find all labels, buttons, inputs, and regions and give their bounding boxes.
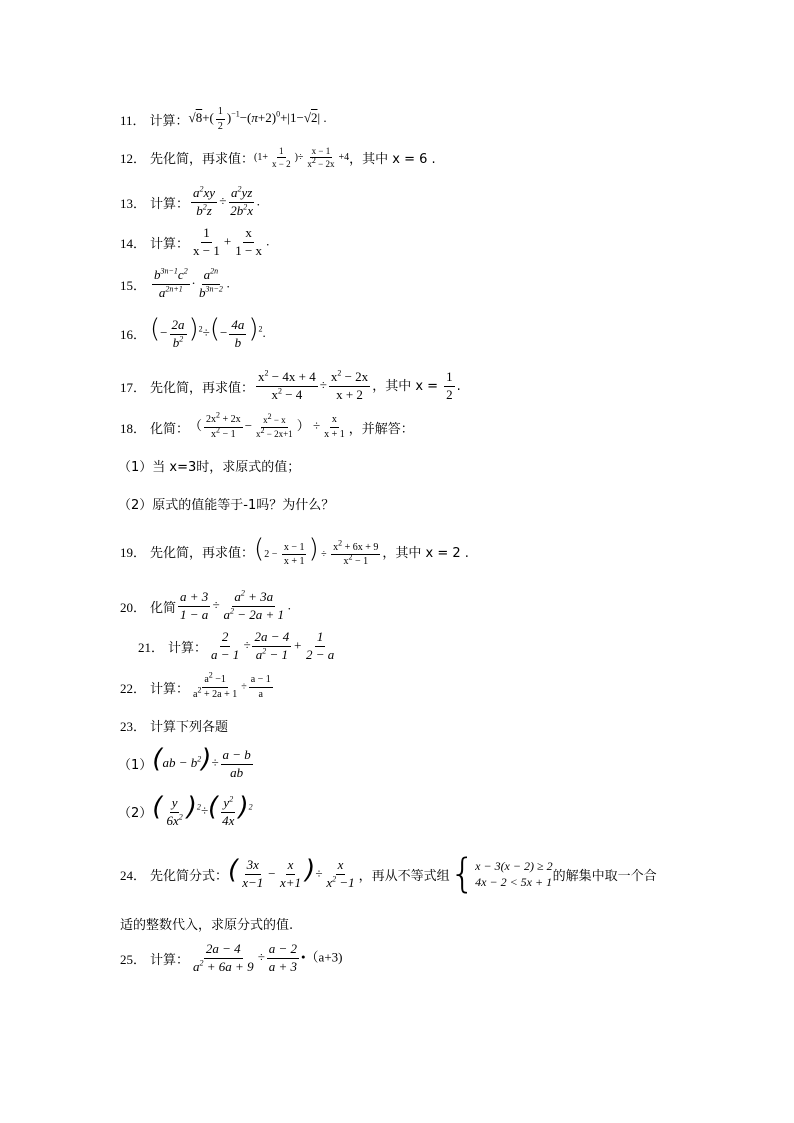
problem-tail: ，其中 x = $\frac{1}{2}$ . (372, 369, 461, 402)
problem-19 (120, 536, 469, 568)
problem-24 (120, 851, 657, 897)
q18-part-1: （1）当 x=3时，求原式的值； (118, 460, 301, 475)
problem-14 (120, 226, 269, 259)
problem-number: 11． (120, 112, 146, 128)
part-label: （1） (118, 757, 153, 773)
problem-number: 13． (120, 195, 147, 211)
problem-23 (120, 716, 228, 735)
problem-number: 23． (120, 719, 147, 734)
problem-label: 化简 (150, 600, 177, 616)
q23-part-2 (118, 794, 253, 828)
expression: (2 − $\frac{x - 1}{x + 1}$ ) ÷ $\frac{x^2 + 6x + 9}{x^2 - 1}$ (254, 534, 379, 568)
problem-number: 19． (120, 545, 147, 561)
part-label: （2） (118, 805, 153, 821)
problem-tail: ，其中 x = 2 . (382, 546, 469, 562)
expression: $\frac{a^2 -1}{a^2 + 2a + 1}$ ÷ $\frac{a - 1}{a}$ (193, 670, 271, 700)
problem-label: 计算下列各题 (150, 720, 229, 735)
problem-label: 先化简，再求值： (150, 152, 255, 168)
problem-20 (120, 590, 291, 623)
problem-label: 化简： (150, 421, 190, 437)
problem-label: 计算： (150, 196, 190, 212)
problem-label: 先化简，再求值： (150, 380, 255, 396)
problem-label: 计算： (150, 681, 190, 697)
q23-part-1 (118, 746, 255, 780)
problem-25 (120, 942, 342, 975)
problem-number: 25． (120, 951, 147, 967)
problem-label: 计算： (149, 113, 189, 129)
problem-24-continued: 适的整数代入，求原分式的值. (120, 918, 294, 933)
expression: ( $\frac{y}{6x^2}$ )$^2$÷( $\frac{y^2}{4x}$ )$^2$ (152, 792, 253, 828)
problem-label: 计算： (168, 640, 208, 656)
expression: (1+ $\frac{1}{x - 2}$ )÷ $\frac{x - 1}{x^2 - 2x}$ +4 (254, 146, 350, 170)
problem-17 (120, 370, 461, 403)
problem-number: 15． (120, 277, 147, 293)
problem-label: 计算： (150, 952, 190, 968)
problem-number: 21． (138, 639, 165, 655)
expression: $\frac{1}{x - 1}$ + $\frac{x}{1 - x}$ . (193, 225, 270, 258)
problem-tail: ，其中 x = 6 . (349, 152, 436, 168)
q18-part-2: （2）原式的值能等于-1吗？为什么？ (118, 498, 335, 513)
problem-number: 24． (120, 867, 147, 883)
problem-number: 20． (120, 599, 147, 615)
problem-number: 18． (120, 420, 147, 436)
problem-label: 先化简，再求值： (150, 546, 255, 562)
inequality-1: x − 3(x − 2) ≥ 2 (475, 858, 553, 873)
problem-15 (120, 268, 230, 301)
problem-21 (138, 630, 338, 663)
expression: $\frac{2a - 4}{a^2 + 6a + 9}$ ÷ $\frac{a - 2}{a + 3}$ •（a+3) (193, 941, 343, 974)
expression: √8+( $\frac{1}{2}$ )$^{-1}-(\pi+2)^0+|1-√2|$ . (188, 106, 327, 132)
problem-12 (120, 146, 436, 170)
expression: $\frac{a^2xy}{b^2z}$ ÷ $\frac{a^2yz}{2b^2x}$ . (193, 184, 261, 218)
expression: ( $\frac{3x}{x-1}$ − $\frac{x}{x+1}$ )÷ $\frac{x}{x^2 -1}$ (228, 854, 355, 891)
problem-label: 先化简分式： (150, 868, 229, 884)
expression: $\frac{a + 3}{1 - a}$ ÷ $\frac{a^2 + 3a}{a^2 - 2a + 1}$ . (180, 588, 292, 622)
problem-13 (120, 186, 260, 219)
problem-11 (120, 106, 327, 132)
expression: $\frac{b^{3n-1}c^2}{a^{2n+1}}$ · $\frac{a^{2n}}{b^{3n-2}}$ . (154, 266, 231, 300)
problem-number: 14． (120, 235, 147, 251)
problem-tail: ，再从不等式组 (358, 868, 450, 884)
brace: { (449, 851, 476, 897)
expression: $\frac{x^2 - 4x + 4}{x^2 - 4}$ ÷ $\frac{x^2 - 2x}{x + 2}$ (258, 368, 369, 402)
inequality-2: 4x − 2 < 5x + 1 (475, 875, 553, 889)
problem-number: 22． (120, 680, 147, 696)
inequality-system (475, 858, 552, 890)
problem-16 (120, 316, 266, 350)
expression: $\frac{2}{a - 1}$ ÷ $\frac{2a - 4}{a^2 - 1}$ + $\frac{1}{2 - a}$ (211, 629, 335, 662)
expression: （ $\frac{2x^2 + 2x}{x^2 - 1}$ − $\frac{x^2 - x}{x^2 - 2x+1}$ ） ÷ $\frac{x}{x + 1}$ (189, 410, 345, 440)
problem-22 (120, 670, 275, 700)
problem-label: 计算： (150, 236, 190, 252)
problem-tail: 的解集中取一个合 (552, 868, 657, 884)
problem-number: 12． (120, 151, 147, 167)
expression: (− $\frac{2a}{b^2}$ )$^2$÷(− $\frac{4a}{b}$ )$^2$. (150, 314, 266, 350)
problem-18 (120, 410, 414, 440)
problem-tail: ，并解答： (348, 421, 414, 437)
problem-number: 17． (120, 379, 147, 395)
problem-number: 16． (120, 326, 147, 342)
expression: $(ab - b^2)\div$ $\frac{a - b}{ab}$ (152, 744, 251, 780)
